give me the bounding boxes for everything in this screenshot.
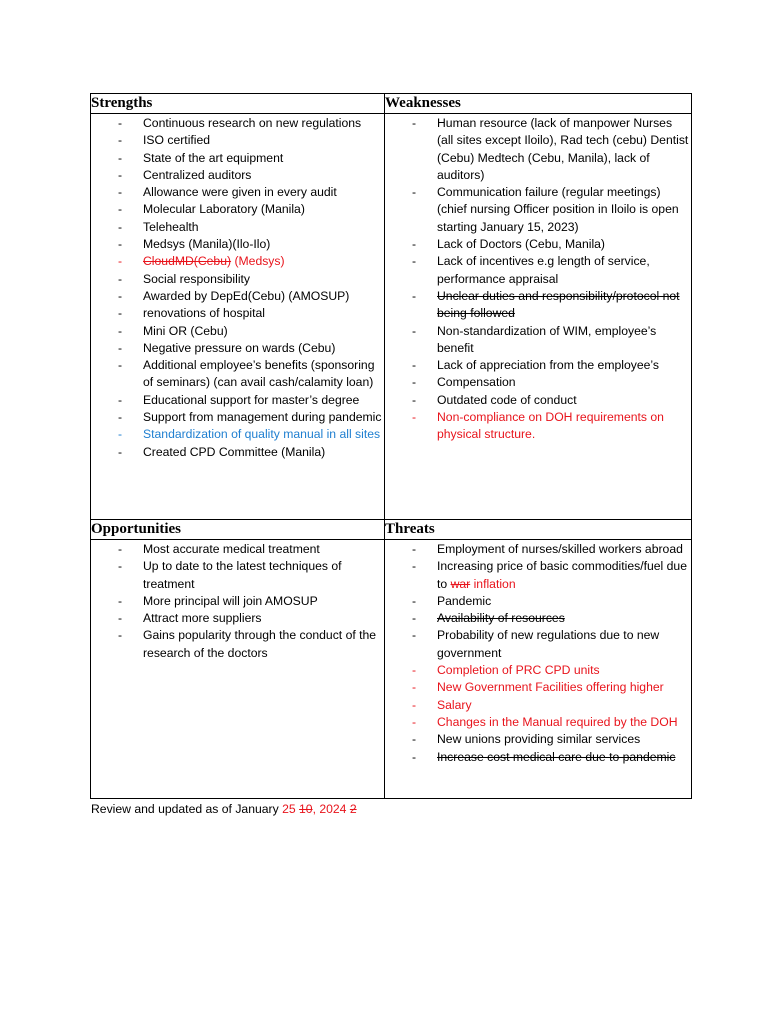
threats-item-text (437, 679, 689, 696)
strengths-item (91, 201, 382, 218)
weaknesses-item-content: Non-standardization of WIM, employee’s benefit (437, 323, 657, 355)
review-year: , 2024 (312, 802, 347, 816)
bullet-dash: - (412, 410, 417, 425)
strengths-item (91, 115, 382, 132)
weaknesses-item-text (437, 357, 689, 374)
bullet-dash: - (118, 427, 123, 442)
strengths-item (91, 253, 382, 270)
weaknesses-item (385, 374, 689, 391)
strengths-item-content: Negative pressure on wards (Cebu) (143, 340, 336, 355)
threats-item-text (437, 749, 689, 766)
bullet-dash: - (412, 237, 417, 252)
strengths-item (91, 340, 382, 357)
weaknesses-item-content: Human resource (lack of manpower Nurses (all sites except Iloilo), Rad tech (cebu) Dentist (Cebu) Medtech (Cebu, Manila), lack of auditors) (437, 116, 689, 182)
bullet-dash: - (412, 714, 417, 729)
threats-item-insert: inflation (470, 576, 516, 591)
opportunities-item-text (143, 610, 382, 627)
strengths-item-content: Additional employee’s benefits (sponsoring of seminars) (can avail cash/calamity loan) (143, 358, 375, 390)
strengths-item-text (143, 236, 382, 253)
strengths-item (91, 323, 382, 340)
weaknesses-item-content: Lack of incentives e.g length of service, performance appraisal (437, 254, 650, 286)
threats-item (385, 541, 689, 558)
threats-item-text (437, 697, 689, 714)
strengths-item-content: Standardization of quality manual in all sites (143, 427, 381, 442)
strengths-item-text (143, 340, 382, 357)
bullet-dash: - (118, 288, 123, 303)
bullet-dash: - (412, 663, 417, 678)
threats-item-content: Salary (437, 697, 472, 712)
strengths-item (91, 426, 382, 443)
opportunities-item (91, 541, 382, 558)
threats-item-content: Employment of nurses/skilled workers abroad (437, 542, 683, 556)
strengths-item-text (143, 115, 382, 132)
bullet-dash: - (118, 340, 123, 355)
weaknesses-item-content: Lack of Doctors (Cebu, Manila) (437, 237, 605, 252)
strengths-item-text (143, 305, 382, 322)
bullet-dash: - (118, 559, 123, 574)
opportunities-list (91, 540, 384, 662)
bullet-dash: - (118, 323, 123, 338)
bullet-dash: - (412, 680, 417, 695)
threats-item-content: New unions providing similar services (437, 732, 641, 747)
threats-item-text (437, 662, 689, 679)
threats-item-base: Increasing price of basic commodities/fuel due to (437, 559, 687, 591)
bullet-dash: - (118, 219, 123, 234)
bullet-dash: - (412, 559, 417, 574)
opportunities-cell (91, 540, 385, 799)
opportunities-item-text (143, 541, 382, 558)
strengths-item (91, 271, 382, 288)
weaknesses-cell (385, 114, 692, 520)
threats-item-text (437, 558, 689, 593)
strengths-item (91, 392, 382, 409)
weaknesses-item (385, 392, 689, 409)
weaknesses-item (385, 288, 689, 323)
bullet-dash: - (412, 732, 417, 747)
threats-item-text (437, 610, 689, 627)
opportunities-item (91, 558, 382, 593)
opportunities-header: Opportunities (91, 520, 385, 540)
strengths-item (91, 184, 382, 201)
swot-table (90, 93, 692, 799)
bullet-dash: - (118, 611, 123, 626)
weaknesses-item (385, 184, 689, 236)
threats-item-struck: war (450, 576, 471, 591)
bullet-dash: - (118, 237, 123, 252)
weaknesses-item-text (437, 236, 689, 253)
strengths-cell (91, 114, 385, 520)
strengths-item (91, 357, 382, 392)
strengths-item-content: Molecular Laboratory (Manila) (143, 202, 305, 217)
strengths-item-text (143, 357, 382, 392)
bullet-dash: - (412, 392, 417, 407)
threats-item-content: Pandemic (437, 593, 492, 608)
strengths-item-content: Educational support for master’s degree (143, 392, 360, 407)
review-day-new: 25 (282, 802, 296, 816)
weaknesses-item-content: Unclear duties and responsibility/protocol not being followed (437, 288, 680, 321)
strengths-item (91, 132, 382, 149)
threats-cell (385, 540, 692, 799)
opportunities-item-text (143, 593, 382, 610)
strengths-item-struck: CloudMD(Cebu) (143, 254, 232, 269)
opportunities-item (91, 627, 382, 662)
strengths-item-text (143, 201, 382, 218)
bullet-dash: - (412, 628, 417, 643)
strengths-item (91, 409, 382, 426)
bullet-dash: - (118, 116, 123, 130)
strengths-item-text (143, 167, 382, 184)
strengths-item-text (143, 150, 382, 167)
threats-item-content: Changes in the Manual required by the DOH (437, 714, 678, 729)
strengths-list (91, 114, 384, 461)
threats-list (385, 540, 691, 766)
bullet-dash: - (412, 375, 417, 390)
bullet-dash: - (412, 254, 417, 269)
strengths-item-insert: (Medsys) (231, 254, 285, 269)
bullet-dash: - (412, 185, 417, 200)
bullet-dash: - (118, 628, 123, 643)
weaknesses-item-text (437, 288, 689, 323)
bullet-dash: - (118, 254, 123, 269)
strengths-item-content: Mini OR (Cebu) (143, 323, 228, 338)
strengths-item-text (143, 323, 382, 340)
bullet-dash: - (412, 323, 417, 338)
threats-item (385, 714, 689, 731)
strengths-item (91, 288, 382, 305)
review-year-old: 2 (349, 802, 357, 816)
strengths-item-content: renovations of hospital (143, 306, 265, 321)
strengths-item-text (143, 288, 382, 305)
threats-item (385, 593, 689, 610)
strengths-item (91, 305, 382, 322)
weaknesses-item (385, 323, 689, 358)
bullet-dash: - (412, 611, 417, 626)
strengths-item-content: State of the art equipment (143, 150, 284, 165)
bullet-dash: - (118, 392, 123, 407)
weaknesses-item-content: Compensation (437, 375, 516, 390)
weaknesses-item-text (437, 253, 689, 288)
strengths-item-text (143, 426, 382, 443)
review-day-old: 10 (299, 802, 313, 816)
weaknesses-item (385, 357, 689, 374)
strengths-item-text (143, 132, 382, 149)
threats-item-text (437, 731, 689, 748)
bullet-dash: - (118, 271, 123, 286)
weaknesses-item (385, 409, 689, 444)
bullet-dash: - (118, 358, 123, 373)
threats-item-text (437, 627, 689, 662)
opportunities-item (91, 610, 382, 627)
threats-item (385, 731, 689, 748)
opportunities-item-text (143, 558, 382, 593)
threats-item (385, 558, 689, 593)
threats-item-content: Probability of new regulations due to new government (437, 628, 660, 660)
threats-item-text (437, 593, 689, 610)
bullet-dash: - (118, 410, 123, 425)
bullet-dash: - (412, 288, 417, 303)
strengths-item-content: Created CPD Committee (Manila) (143, 444, 326, 459)
threats-item (385, 697, 689, 714)
bullet-dash: - (412, 697, 417, 712)
strengths-item-text (143, 444, 382, 461)
strengths-item (91, 444, 382, 461)
weaknesses-item-text (437, 184, 689, 236)
opportunities-item-content: Gains popularity through the conduct of the research of the doctors (143, 628, 377, 660)
weaknesses-item-content: Lack of appreciation from the employee’s (437, 358, 659, 373)
strengths-item-text (143, 219, 382, 236)
weaknesses-item-text (437, 409, 689, 444)
threats-item-text (437, 714, 689, 731)
threats-item (385, 662, 689, 679)
bullet-dash: - (118, 167, 123, 182)
strengths-item-content: Support from management during pandemic (143, 410, 382, 425)
opportunities-item-content: Attract more suppliers (143, 611, 262, 626)
bullet-dash: - (412, 358, 417, 373)
weaknesses-item-text (437, 392, 689, 409)
bullet-dash: - (412, 542, 417, 556)
strengths-item-text (143, 271, 382, 288)
threats-item-content: Availability of resources (437, 611, 565, 626)
threats-item (385, 627, 689, 662)
threats-item-content: Completion of PRC CPD units (437, 663, 600, 678)
strengths-item-content: Social responsibility (143, 271, 251, 286)
bullet-dash: - (412, 116, 417, 130)
bullet-dash: - (118, 306, 123, 321)
bullet-dash: - (412, 749, 417, 764)
threats-item-content: Increase cost medical care due to pandemic (437, 749, 676, 764)
threats-header: Threats (385, 520, 692, 540)
weaknesses-item-content: Communication failure (regular meetings) (chief nursing Officer position in Iloilo is open starting January 15, 2023) (437, 185, 679, 234)
strengths-item-text (143, 409, 382, 426)
weaknesses-item-text (437, 115, 689, 184)
weaknesses-item (385, 115, 689, 184)
strengths-item-content: Allowance were given in every audit (143, 185, 337, 200)
strengths-item-text (143, 184, 382, 201)
strengths-item-text (143, 253, 382, 270)
opportunities-item (91, 593, 382, 610)
weaknesses-item (385, 253, 689, 288)
bullet-dash: - (118, 185, 123, 200)
bullet-dash: - (118, 542, 123, 556)
strengths-item (91, 150, 382, 167)
strengths-item (91, 167, 382, 184)
opportunities-item-content: Most accurate medical treatment (143, 542, 320, 556)
threats-item-text (437, 541, 689, 558)
review-prefix: Review and updated as of January (91, 802, 283, 816)
weaknesses-item (385, 236, 689, 253)
bullet-dash: - (118, 202, 123, 217)
strengths-item-content: Awarded by DepEd(Cebu) (AMOSUP) (143, 288, 350, 303)
weaknesses-item-text (437, 374, 689, 391)
bullet-dash: - (118, 593, 123, 608)
weaknesses-list (385, 114, 691, 444)
strengths-item-content: Centralized auditors (143, 167, 252, 182)
opportunities-item-content: Up to date to the latest techniques of treatment (143, 559, 342, 591)
strengths-item-content: Continuous research on new regulations (143, 116, 362, 130)
opportunities-item-content: More principal will join AMOSUP (143, 593, 318, 608)
weaknesses-item-content: Non-compliance on DOH requirements on physical structure. (437, 410, 664, 442)
threats-item (385, 679, 689, 696)
bullet-dash: - (412, 593, 417, 608)
threats-item (385, 749, 689, 766)
strengths-header: Strengths (91, 94, 385, 114)
strengths-item-content: Telehealth (143, 219, 199, 234)
weaknesses-item-content: Outdated code of conduct (437, 392, 577, 407)
strengths-item-content: Medsys (Manila)(Ilo-Ilo) (143, 237, 271, 252)
strengths-item (91, 236, 382, 253)
threats-item-content: New Government Facilities offering higher (437, 680, 664, 695)
strengths-item-text (143, 392, 382, 409)
opportunities-item-text (143, 627, 382, 662)
strengths-item-content: ISO certified (143, 133, 211, 148)
bullet-dash: - (118, 150, 123, 165)
strengths-item (91, 219, 382, 236)
weaknesses-header: Weaknesses (385, 94, 692, 114)
bullet-dash: - (118, 444, 123, 459)
bullet-dash: - (118, 133, 123, 148)
review-note (91, 801, 357, 818)
threats-item (385, 610, 689, 627)
weaknesses-item-text (437, 323, 689, 358)
